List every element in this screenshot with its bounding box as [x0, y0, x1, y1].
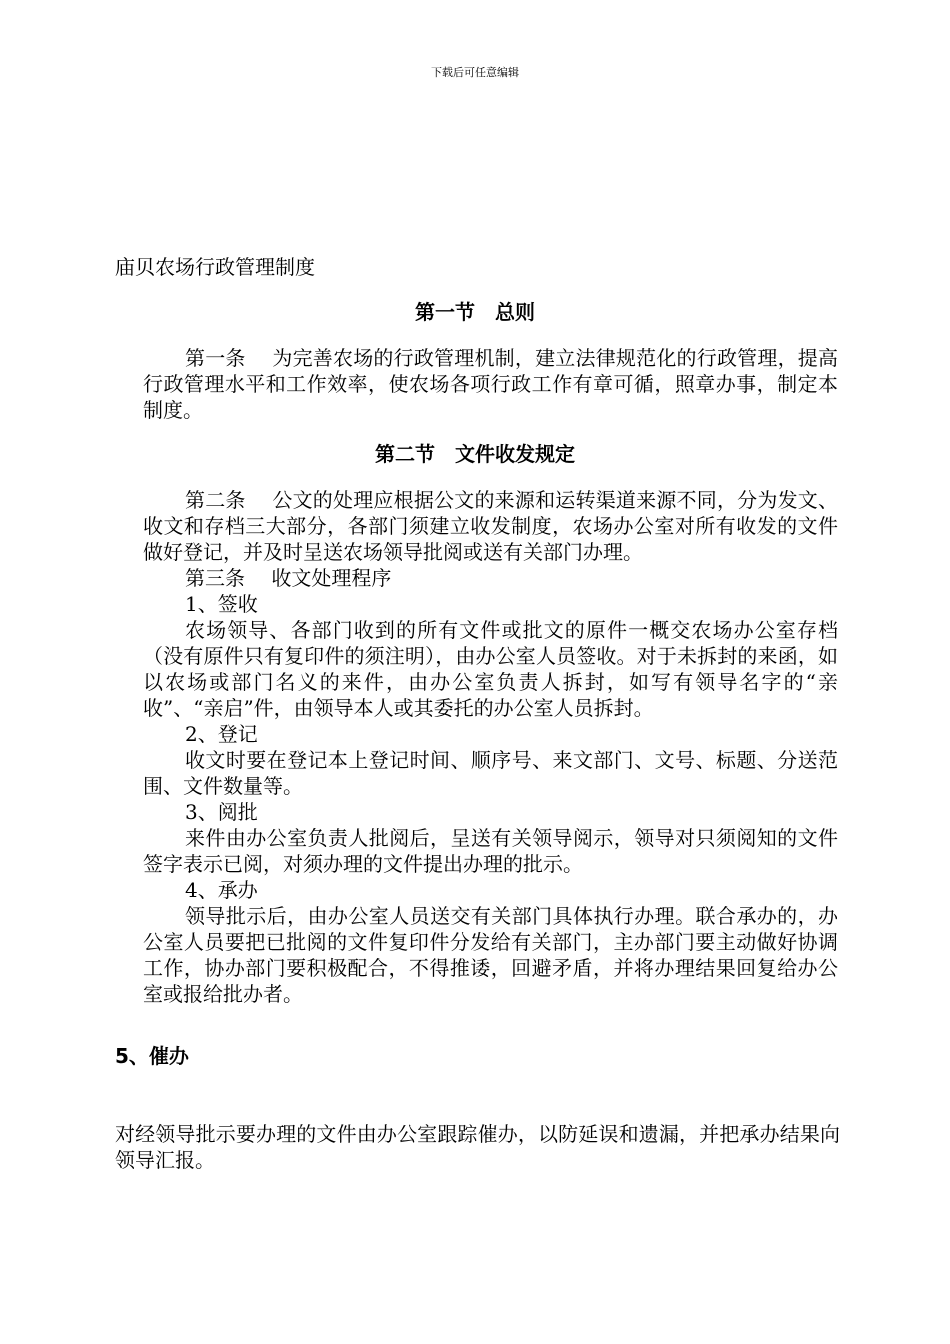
article-1-paragraph: 第一条 为完善农场的行政管理机制，建立法律规范化的行政管理，提高行政管理水平和工作效率，使农场各项行政工作有章可循，照章办事，制定本制度。	[143, 346, 838, 422]
section-document-handling-body	[143, 487, 838, 1007]
section-heading-general: 第一节 总则	[415, 300, 535, 324]
step-3-label: 3、阅批	[185, 800, 258, 824]
step-5-heading: 5、催办	[115, 1044, 189, 1068]
header-note: 下载后可任意编辑	[431, 66, 519, 79]
section-heading-document-handling: 第二节 文件收发规定	[375, 442, 575, 466]
document-title: 庙贝农场行政管理制度	[115, 255, 315, 279]
section-general-body	[143, 345, 838, 423]
step-2-label: 2、登记	[185, 722, 258, 746]
step-5-paragraph: 对经领导批示要办理的文件由办公室跟踪催办，以防延误和遗漏，并把承办结果向领导汇报。	[115, 1122, 840, 1172]
step-1-label: 1、签收	[185, 592, 258, 616]
step-4-paragraph: 领导批示后，由办公室人员送交有关部门具体执行办理。联合承办的，办公室人员要把已批阅的文件复印件分发给有关部门，主办部门要主动做好协调工作，协办部门要积极配合，不得推诿，回避矛盾，并将办理结果回复给办公室或报给批办者。	[143, 904, 838, 1006]
step-2-paragraph: 收文时要在登记本上登记时间、顺序号、来文部门、文号、标题、分送范围、文件数量等。	[143, 748, 838, 798]
article-3-heading: 第三条 收文处理程序	[185, 566, 392, 590]
step-4-label: 4、承办	[185, 878, 258, 902]
article-2-paragraph: 第二条 公文的处理应根据公文的来源和运转渠道来源不同，分为发文、收文和存档三大部分，各部门须建立收发制度，农场办公室对所有收发的文件做好登记，并及时呈送农场领导批阅或送有关部门办理。	[143, 488, 838, 564]
step-3-paragraph: 来件由办公室负责人批阅后，呈送有关领导阅示，领导对只须阅知的文件签字表示已阅，对须办理的文件提出办理的批示。	[143, 826, 838, 876]
step-1-paragraph: 农场领导、各部门收到的所有文件或批文的原件一概交农场办公室存档（没有原件只有复印件的须注明），由办公室人员签收。对于未拆封的来函，如以农场或部门名义的来件，由办公室负责人拆封，如写有领导名字的“亲收”、“亲启”件，由领导本人或其委托的办公室人员拆封。	[143, 618, 838, 720]
